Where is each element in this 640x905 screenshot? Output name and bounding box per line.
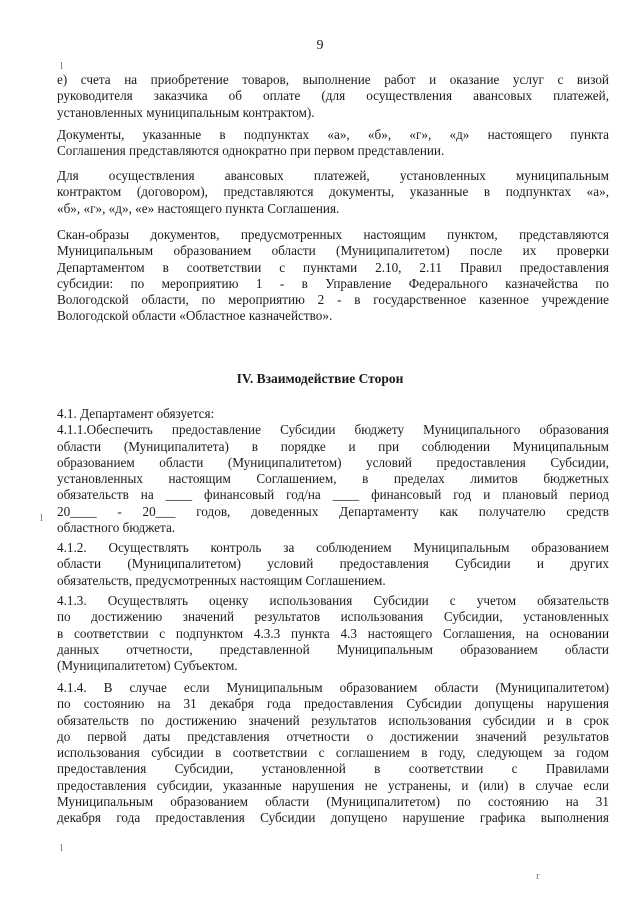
text-line: области (Муниципалитета) в порядке и при соблюдении Муниципальным bbox=[57, 438, 609, 454]
text-line: декабря года предоставления Субсидии допущено нарушение графика выполнения bbox=[57, 810, 609, 826]
text-line: предоставления субсидии, указанные нарушения не устранены, и (или) в случае если bbox=[57, 777, 609, 793]
text-line: областного бюджета. bbox=[57, 520, 176, 536]
text-line: области (Муниципалитетом) условий предоставления Субсидии и других bbox=[57, 556, 609, 572]
text-line: 20____ - 20___ годов, доведенных Департаменту как получателю средств bbox=[57, 503, 609, 519]
text-line: е) счета на приобретение товаров, выполнение работ и оказание услуг с визой bbox=[57, 72, 609, 87]
text-line: Муниципальным образованием области (Муниципалитетом) после их проверки bbox=[57, 243, 609, 259]
page-number: 9 bbox=[316, 38, 324, 53]
text-line: 4.1.4. В случае если Муниципальным образованием области (Муниципалитетом) bbox=[57, 680, 609, 695]
clause-4-1-4 bbox=[57, 680, 609, 827]
clause-4-1-3 bbox=[57, 593, 609, 674]
text-line: 4.1.3. Осуществлять оценку использования Субсидии с учетом обязательств bbox=[57, 593, 609, 608]
paragraph-scan-images bbox=[57, 227, 609, 325]
text-line: установленных настоящим Соглашением, в пределах лимитов бюджетных bbox=[57, 471, 609, 487]
text-line: контрактом (договором), представляются документы, указанные в подпунктах «а», bbox=[57, 184, 609, 200]
text-line: по достижению значений результатов использования Субсидии, установленных bbox=[57, 609, 609, 625]
paragraph-e-invoices bbox=[57, 72, 609, 121]
scan-margin-mark: r bbox=[536, 870, 540, 882]
text-line: Для осуществления авансовых платежей, установленных муниципальным bbox=[57, 168, 609, 183]
text-line: 4.1.1.Обеспечить предоставление Субсидии бюджету Муниципального образования bbox=[57, 422, 609, 438]
text-line: 4.1. Департамент обязуется: bbox=[57, 406, 215, 421]
text-line: использования субсидии в соответствии с соглашением в году, следующем за годом bbox=[57, 745, 609, 761]
text-line: Муниципальным образованием области (Муниципалитетом) по состоянию на 31 bbox=[57, 794, 609, 810]
text-line: предоставления Субсидии, установленной в соответствии с Правилами bbox=[57, 761, 609, 777]
text-line: 4.1.2. Осуществлять контроль за соблюдением Муниципальным образованием bbox=[57, 540, 609, 555]
text-line: в соответствии с подпунктом 4.3.3 пункта 4.3 настоящего Соглашения, на основании bbox=[57, 625, 609, 641]
text-line: Документы, указанные в подпунктах «а», «б», «г», «д» настоящего пункта bbox=[57, 127, 609, 142]
text-line: Соглашения представляются однократно при первом представлении. bbox=[57, 143, 445, 159]
paragraph-advance-payments bbox=[57, 168, 609, 217]
text-line: обязательств на ____ финансовый год/на ____ финансовый год и плановый период bbox=[57, 487, 609, 503]
text-line: обязательств, предусмотренных настоящим Соглашением. bbox=[57, 572, 386, 588]
clause-4-1-1 bbox=[57, 406, 609, 536]
text-line: установленных муниципальным контрактом). bbox=[57, 104, 315, 120]
text-line: обязательств по достижению значений результатов использования субсидии и в срок bbox=[57, 712, 609, 728]
scan-margin-mark: l bbox=[60, 60, 64, 72]
text-line: субсидии: по мероприятию 1 - в Управление Федерального казначейства по bbox=[57, 275, 609, 291]
text-line: руководителя заказчика об оплате (для осуществления авансовых платежей, bbox=[57, 88, 609, 104]
text-line: «б», «г», «д», «е» настоящего пункта Соглашения. bbox=[57, 200, 340, 216]
clause-4-1-2 bbox=[57, 540, 609, 589]
paragraph-documents-once bbox=[57, 127, 609, 160]
text-line: Вологодской области, по мероприятию 2 - в государственное казенное учреждение bbox=[57, 292, 609, 308]
text-line: данных отчетности, представленной Муниципальным образованием области bbox=[57, 641, 609, 657]
text-line: по состоянию на 31 декабря года предоставления Субсидии допущены нарушения bbox=[57, 696, 609, 712]
text-line: Скан-образы документов, предусмотренных настоящим пунктом, представляются bbox=[57, 227, 609, 242]
text-line: образованием области (Муниципалитетом) условий предоставления Субсидии, bbox=[57, 454, 609, 470]
section-title: IV. Взаимодействие Сторон bbox=[236, 371, 404, 386]
text-line: Департаментом в соответствии с пунктами 2.10, 2.11 Правил предоставления bbox=[57, 259, 609, 275]
text-line: Вологодской области «Областное казначейство». bbox=[57, 308, 333, 324]
scan-margin-mark: l bbox=[40, 512, 44, 524]
text-line: до первой даты представления отчетности о достижении значений результатов bbox=[57, 728, 609, 744]
text-line: (Муниципалитетом) Субъектом. bbox=[57, 658, 238, 674]
scan-margin-mark: l bbox=[60, 842, 64, 854]
